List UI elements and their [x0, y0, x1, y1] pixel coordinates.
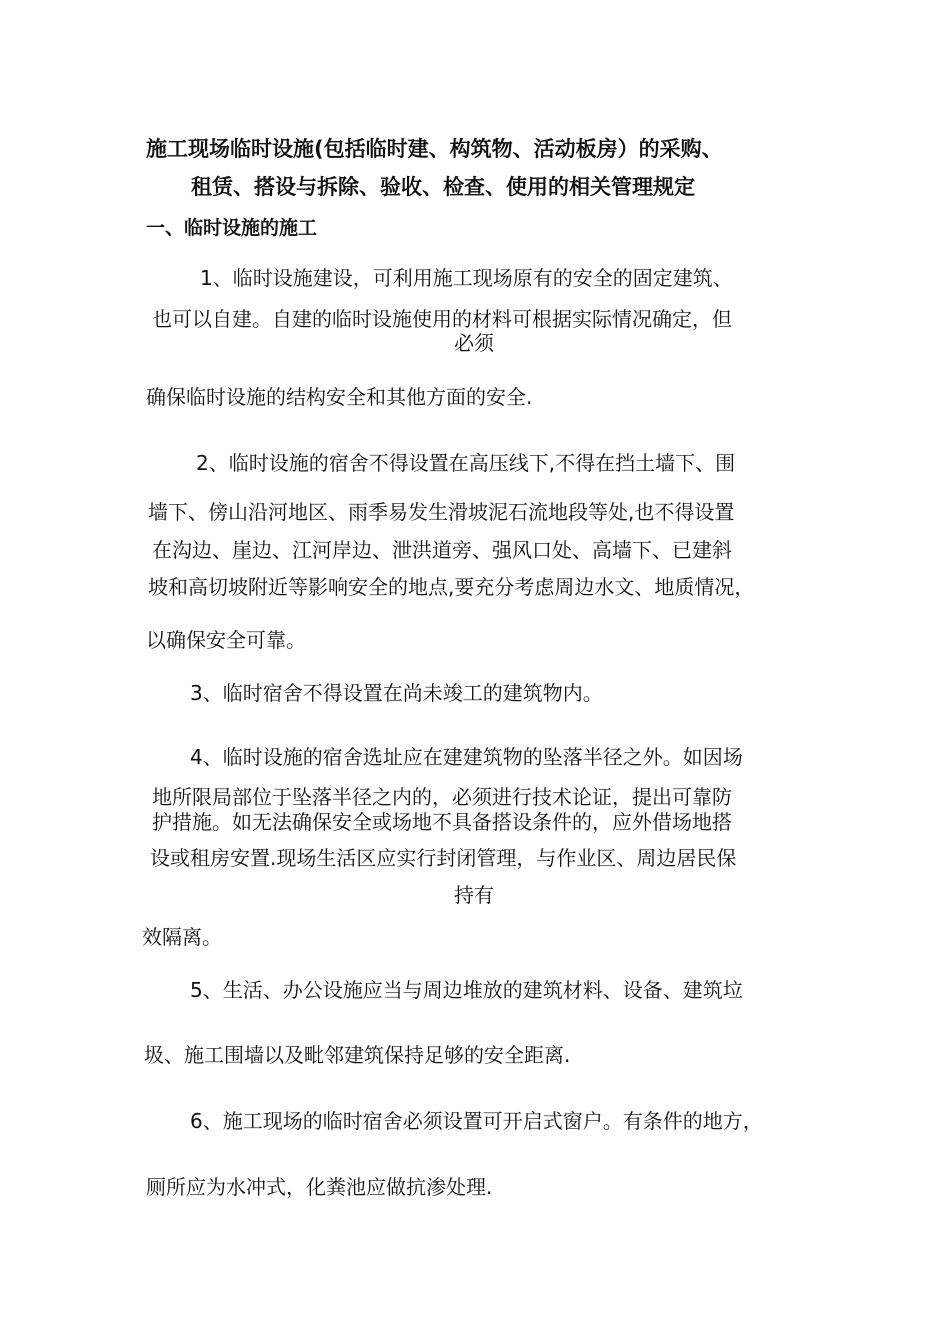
paragraph-5-line-2: 圾、施工围墙以及毗邻建筑保持足够的安全距离.: [144, 1043, 571, 1067]
paragraph-4-line-1: 4、临时设施的宿舍选址应在建建筑物的坠落半径之外。如因场: [190, 745, 743, 769]
paragraph-4-line-4: 设或租房安置.现场生活区应实行封闭管理，与作业区、周边居民保: [150, 846, 737, 870]
paragraph-4-line-2: 地所限局部位于坠落半径之内的，必须进行技术论证，提出可靠防: [152, 785, 732, 809]
paragraph-2-line-3: 在沟边、崖边、江河岸边、泄洪道旁、强风口处、高墙下、已建斜: [152, 538, 732, 562]
paragraph-1-line-1: 1、临时设施建设，可利用施工现场原有的安全的固定建筑、: [200, 266, 733, 290]
paragraph-2-line-1: 2、临时设施的宿舍不得设置在高压线下,不得在挡土墙下、围: [196, 451, 736, 475]
paragraph-1-line-3: 必须: [454, 331, 494, 355]
document-title-line-1: 施工现场临时设施(包括临时建、构筑物、活动板房）的采购、: [146, 137, 723, 161]
document-title-line-2: 租赁、搭设与拆除、验收、检查、使用的相关管理规定: [191, 175, 695, 199]
paragraph-3-line-1: 3、临时宿舍不得设置在尚未竣工的建筑物内。: [190, 681, 603, 705]
paragraph-4-line-5: 持有: [454, 883, 494, 907]
paragraph-6-line-1: 6、施工现场的临时宿舍必须设置可开启式窗户。有条件的地方，: [190, 1109, 763, 1133]
paragraph-4-line-6: 效隔离。: [142, 925, 222, 949]
paragraph-1-line-4: 确保临时设施的结构安全和其他方面的安全.: [146, 385, 533, 409]
paragraph-2-line-4: 坡和高切坡附近等影响安全的地点,要充分考虑周边水文、地质情况，: [148, 575, 755, 599]
paragraph-4-line-3: 护措施。如无法确保安全或场地不具备搭设条件的，应外借场地搭: [152, 810, 732, 834]
paragraph-2-line-2: 墙下、傍山沿河地区、雨季易发生滑坡泥石流地段等处,也不得设置: [148, 500, 735, 524]
paragraph-1-line-2: 也可以自建。自建的临时设施使用的材料可根据实际情况确定，但: [152, 307, 732, 331]
paragraph-5-line-1: 5、生活、办公设施应当与周边堆放的建筑材料、设备、建筑垃: [190, 978, 743, 1002]
paragraph-2-line-5: 以确保安全可靠。: [146, 628, 306, 652]
paragraph-6-line-2: 厕所应为水冲式，化粪池应做抗渗处理.: [146, 1175, 493, 1199]
section-heading: 一、临时设施的施工: [146, 217, 318, 239]
